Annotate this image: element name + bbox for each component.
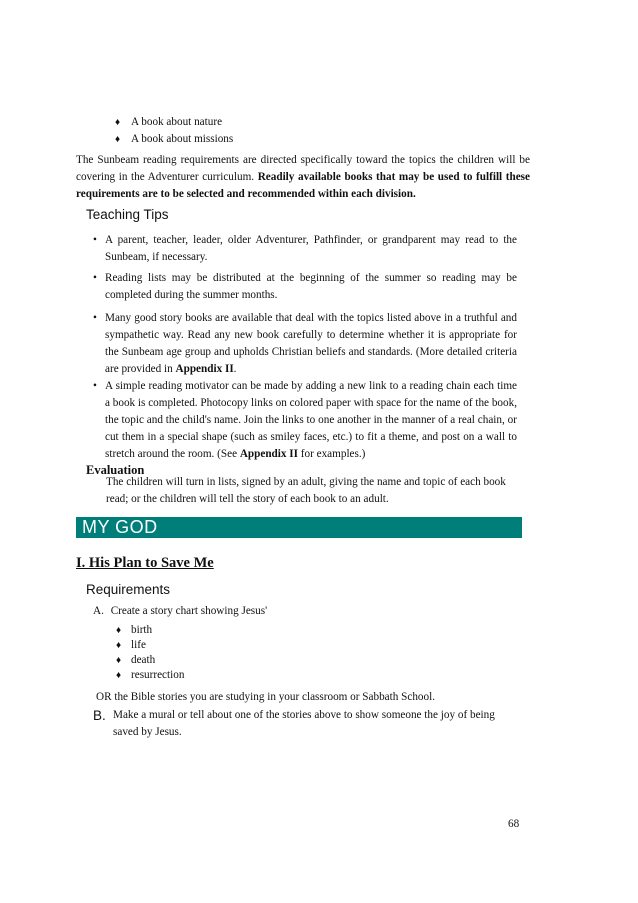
requirement-b: [93, 707, 523, 741]
diamond-bullet-icon: ♦: [115, 134, 121, 145]
tip-text: A simple reading motivator can be made by adding a new link to a reading chain each time a book is completed. Photocopy links on colored paper with space for the name of the book, the topic and the child's name. Join the links to one another in the manner of a real chain, or cut them in a special shape (such as smiley faces, etc.) to fit a theme, and post on a wall to stretch around the room. (See: [105, 380, 517, 460]
evaluation-text: The children will turn in lists, signed by an adult, giving the name and topic of each book read; or the children will tell the story of each book to an adult.: [106, 476, 506, 505]
bullet-icon: •: [93, 312, 97, 324]
bullet-icon: •: [93, 380, 97, 392]
diamond-bullet-icon: ♦: [116, 640, 122, 651]
tip-item: [93, 232, 517, 266]
appendix-reference: Appendix II: [239, 448, 298, 460]
tip-item: [93, 310, 517, 378]
intro-bold-text: Readily available books that may be used to fulfill these requirements are to be selected and recommended within each division.: [76, 171, 530, 200]
bullet-icon: •: [93, 234, 97, 246]
requirement-alternative: OR the Bible stories you are studying in your classroom or Sabbath School.: [96, 691, 436, 703]
list-item: birth: [131, 624, 153, 636]
banner-title: MY GOD: [82, 517, 158, 537]
list-item: A book about nature: [131, 116, 223, 128]
requirement-b-text: Make a mural or tell about one of the stories above to show someone the joy of being saved by Jesus.: [113, 709, 495, 738]
list-item: life: [131, 639, 146, 651]
section-banner: [76, 517, 522, 538]
requirement-text: [93, 707, 523, 741]
diamond-bullet-icon: ♦: [116, 625, 122, 636]
requirements-heading: Requirements: [86, 582, 171, 597]
tip-item: [93, 378, 517, 463]
diamond-bullet-icon: ♦: [116, 670, 122, 681]
tip-text-end: for examples.): [297, 448, 366, 460]
requirement-a: [93, 603, 267, 620]
tip-text: A parent, teacher, leader, older Adventurer, Pathfinder, or grandparent may read to the Sunbeam, if necessary.: [105, 234, 517, 263]
list-item: death: [131, 654, 156, 666]
diamond-bullet-icon: ♦: [115, 117, 121, 128]
requirement-label: B.: [93, 708, 106, 723]
tip-text: Reading lists may be distributed at the beginning of the summer so reading may be completed during the summer months.: [105, 272, 517, 301]
page-number: 68: [508, 818, 520, 830]
list-item: A book about missions: [131, 133, 234, 145]
tip-item: [93, 270, 517, 304]
teaching-tips-heading: Teaching Tips: [86, 207, 169, 222]
tip-text-end: .: [233, 363, 237, 375]
tip-text: Many good story books are available that deal with the topics listed above in a truthful and sympathetic way. Read any new book carefully to determine whether it is appropriate for the Sunbeam age group and upholds Christian beliefs and standards. (More detailed criteria are provided in: [105, 312, 517, 375]
diamond-bullet-icon: ♦: [116, 655, 122, 666]
evaluation-heading: Evaluation: [86, 463, 145, 477]
intro-paragraph: [76, 152, 530, 203]
intro-text: The Sunbeam reading requirements are directed specifically toward the topics the children will be covering in the Adventurer curriculum.: [76, 154, 530, 183]
list-item: resurrection: [131, 669, 185, 681]
bullet-icon: •: [93, 272, 97, 284]
appendix-reference: Appendix II: [175, 363, 234, 375]
requirement-label: A.: [93, 605, 104, 617]
requirement-text: Create a story chart showing Jesus': [110, 605, 268, 617]
section-title: I. His Plan to Save Me: [76, 555, 214, 571]
